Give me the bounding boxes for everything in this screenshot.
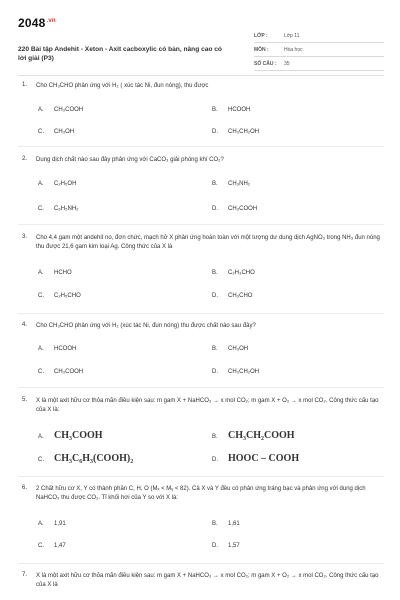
page-header xyxy=(18,14,384,67)
option-d[interactable] xyxy=(212,369,259,375)
option-letter: A. xyxy=(38,346,44,352)
option-text: C₆H₅NH₂ xyxy=(54,206,79,212)
option-letter: D. xyxy=(212,129,218,135)
meta-table xyxy=(254,29,384,71)
divider xyxy=(18,146,384,147)
option-text: CH₃COOH xyxy=(228,206,258,212)
question-number: 5. xyxy=(22,397,28,403)
site-logo[interactable] xyxy=(18,16,56,30)
option-d[interactable] xyxy=(212,453,299,464)
divider xyxy=(18,313,384,314)
option-text: 1,57 xyxy=(228,543,240,549)
option-text: 1,61 xyxy=(228,521,240,527)
option-b[interactable] xyxy=(212,430,295,441)
option-text: CH₃CH₂COOH xyxy=(228,430,295,441)
logo-main: 2048 xyxy=(18,16,46,30)
option-text: CH₃COOH xyxy=(54,369,84,375)
option-letter: B. xyxy=(212,181,218,187)
option-a[interactable] xyxy=(38,181,76,187)
option-text: HCHO xyxy=(54,270,72,276)
option-b[interactable] xyxy=(212,346,248,352)
option-letter: B. xyxy=(212,107,218,113)
meta-value: Hóa học xyxy=(284,46,303,53)
question-text: 2 Chất hữu cơ X, Y có thành phần C, H, O (Mₓ < Mᵧ < 82). Cả X và Y đều có phản ứng tráng bạc và phản ứng với dung dịch NaHCO₃ thu được CO₂. Tỉ khối hơi của Y so với X là: xyxy=(36,486,366,501)
question-number: 6. xyxy=(22,485,28,491)
option-letter: B. xyxy=(212,434,218,440)
option-text: CH₃C₆H₃(COOH)₂ xyxy=(54,453,134,464)
option-text: C₂H₅CHO xyxy=(54,293,81,299)
option-c[interactable] xyxy=(38,543,66,549)
option-a[interactable] xyxy=(38,270,72,276)
option-letter: D. xyxy=(212,369,218,375)
option-a[interactable] xyxy=(38,521,66,527)
option-text: C₂H₅OH xyxy=(54,181,77,187)
option-letter: D. xyxy=(212,206,218,212)
meta-row-subject xyxy=(254,43,384,57)
option-text: CH₃OH xyxy=(54,129,75,135)
meta-value: 35 xyxy=(284,60,290,67)
option-d[interactable] xyxy=(212,206,257,212)
divider xyxy=(18,387,384,388)
option-d[interactable] xyxy=(212,293,252,299)
option-letter: C. xyxy=(38,543,44,549)
meta-row-class xyxy=(254,29,384,43)
option-text: 1,91 xyxy=(54,521,66,527)
option-c[interactable] xyxy=(38,129,74,135)
option-letter: C. xyxy=(38,293,44,299)
option-text: HOOC – COOH xyxy=(228,453,300,464)
option-letter: D. xyxy=(212,457,218,463)
option-letter: C. xyxy=(38,129,44,135)
document-title: 220 Bài tập Andehit - Xeton - Axit cacboxylic có bản, nâng cao có lời giải (P3) xyxy=(18,46,222,62)
option-text: C₂H₃CHO xyxy=(228,270,255,276)
option-b[interactable] xyxy=(212,107,250,113)
option-letter: D. xyxy=(212,293,218,299)
option-c[interactable] xyxy=(38,293,81,299)
option-c[interactable] xyxy=(38,206,79,212)
question-text: Cho CH₃CHO phản ứng với H₂ (xúc tác Ni, đun nóng) thu được chất nào sau đây? xyxy=(36,323,256,329)
option-text: CH₃NH₂ xyxy=(228,181,251,187)
question-text: X là một axit hữu cơ thỏa mãn điều kiện sau: m gam X + NaHCO₃ → x mol CO₂; m gam X + O₂ → x mol CO₂. Công thức cấu tạo của X là xyxy=(36,573,379,588)
question-text: Cho CH₃CHO phản ứng với H₂ ( xúc tác Ni, đun nóng), thu được xyxy=(36,83,209,89)
option-a[interactable] xyxy=(38,346,76,352)
option-text: 1,47 xyxy=(54,543,66,549)
option-letter: C. xyxy=(38,369,44,375)
question-text: Cho 4,4 gam một andehit no, đơn chức, mạch hở X phản ứng hoàn toàn với một lượng dư dung dịch AgNO₃ trong NH₃ đun nóng thu được 21,6 gam kim loại Ag. Công thức của X là xyxy=(36,235,380,250)
option-b[interactable] xyxy=(212,181,250,187)
option-letter: C. xyxy=(38,457,44,463)
option-text: CH₃COOH xyxy=(54,107,84,113)
option-letter: A. xyxy=(38,270,44,276)
question-number: 7. xyxy=(22,572,28,578)
option-text: CH₃COOH xyxy=(54,430,103,441)
header-divider xyxy=(18,75,384,76)
option-text: CH₃CH₂OH xyxy=(228,369,260,375)
question-number: 1. xyxy=(22,82,28,88)
option-b[interactable] xyxy=(212,270,255,276)
option-a[interactable] xyxy=(38,430,103,441)
option-letter: D. xyxy=(212,543,218,549)
divider xyxy=(18,224,384,225)
option-text: CH₃OH xyxy=(228,346,249,352)
option-b[interactable] xyxy=(212,521,240,527)
option-c[interactable] xyxy=(38,369,83,375)
divider xyxy=(18,476,384,477)
meta-label: LỚP : xyxy=(254,32,268,39)
option-letter: A. xyxy=(38,107,44,113)
meta-value: Lớp 11 xyxy=(284,32,300,39)
option-letter: C. xyxy=(38,206,44,212)
meta-label: SỐ CÂU : xyxy=(254,60,277,67)
logo-suffix: .vn xyxy=(46,18,56,24)
option-letter: A. xyxy=(38,521,44,527)
option-a[interactable] xyxy=(38,107,83,113)
option-letter: B. xyxy=(212,270,218,276)
option-letter: B. xyxy=(212,521,218,527)
question-text: Dung dịch chất nào sau đây phản ứng với CaCO₃ giải phóng khí CO₂? xyxy=(36,157,224,163)
option-letter: B. xyxy=(212,346,218,352)
option-text: CH₃CHO xyxy=(228,293,253,299)
option-text: HCOOH xyxy=(228,107,251,113)
option-text: CH₃CH₂OH xyxy=(228,129,260,135)
divider xyxy=(18,563,384,564)
option-d[interactable] xyxy=(212,543,240,549)
question-number: 3. xyxy=(22,234,28,240)
meta-row-count xyxy=(254,57,384,71)
question-text: X là một axit hữu cơ thỏa mãn điều kiện sau: m gam X + NaHCO₃ → x mol CO₂; m gam X + O₂ → x mol CO₂. Công thức cấu tạo của X là: xyxy=(36,398,379,413)
option-letter: A. xyxy=(38,181,44,187)
meta-label: MÔN : xyxy=(254,46,269,53)
question-number: 2. xyxy=(22,156,28,162)
option-d[interactable] xyxy=(212,129,259,135)
option-text: HCOOH xyxy=(54,346,77,352)
option-c[interactable] xyxy=(38,453,133,464)
question-number: 4. xyxy=(22,322,28,328)
option-letter: A. xyxy=(38,434,44,440)
